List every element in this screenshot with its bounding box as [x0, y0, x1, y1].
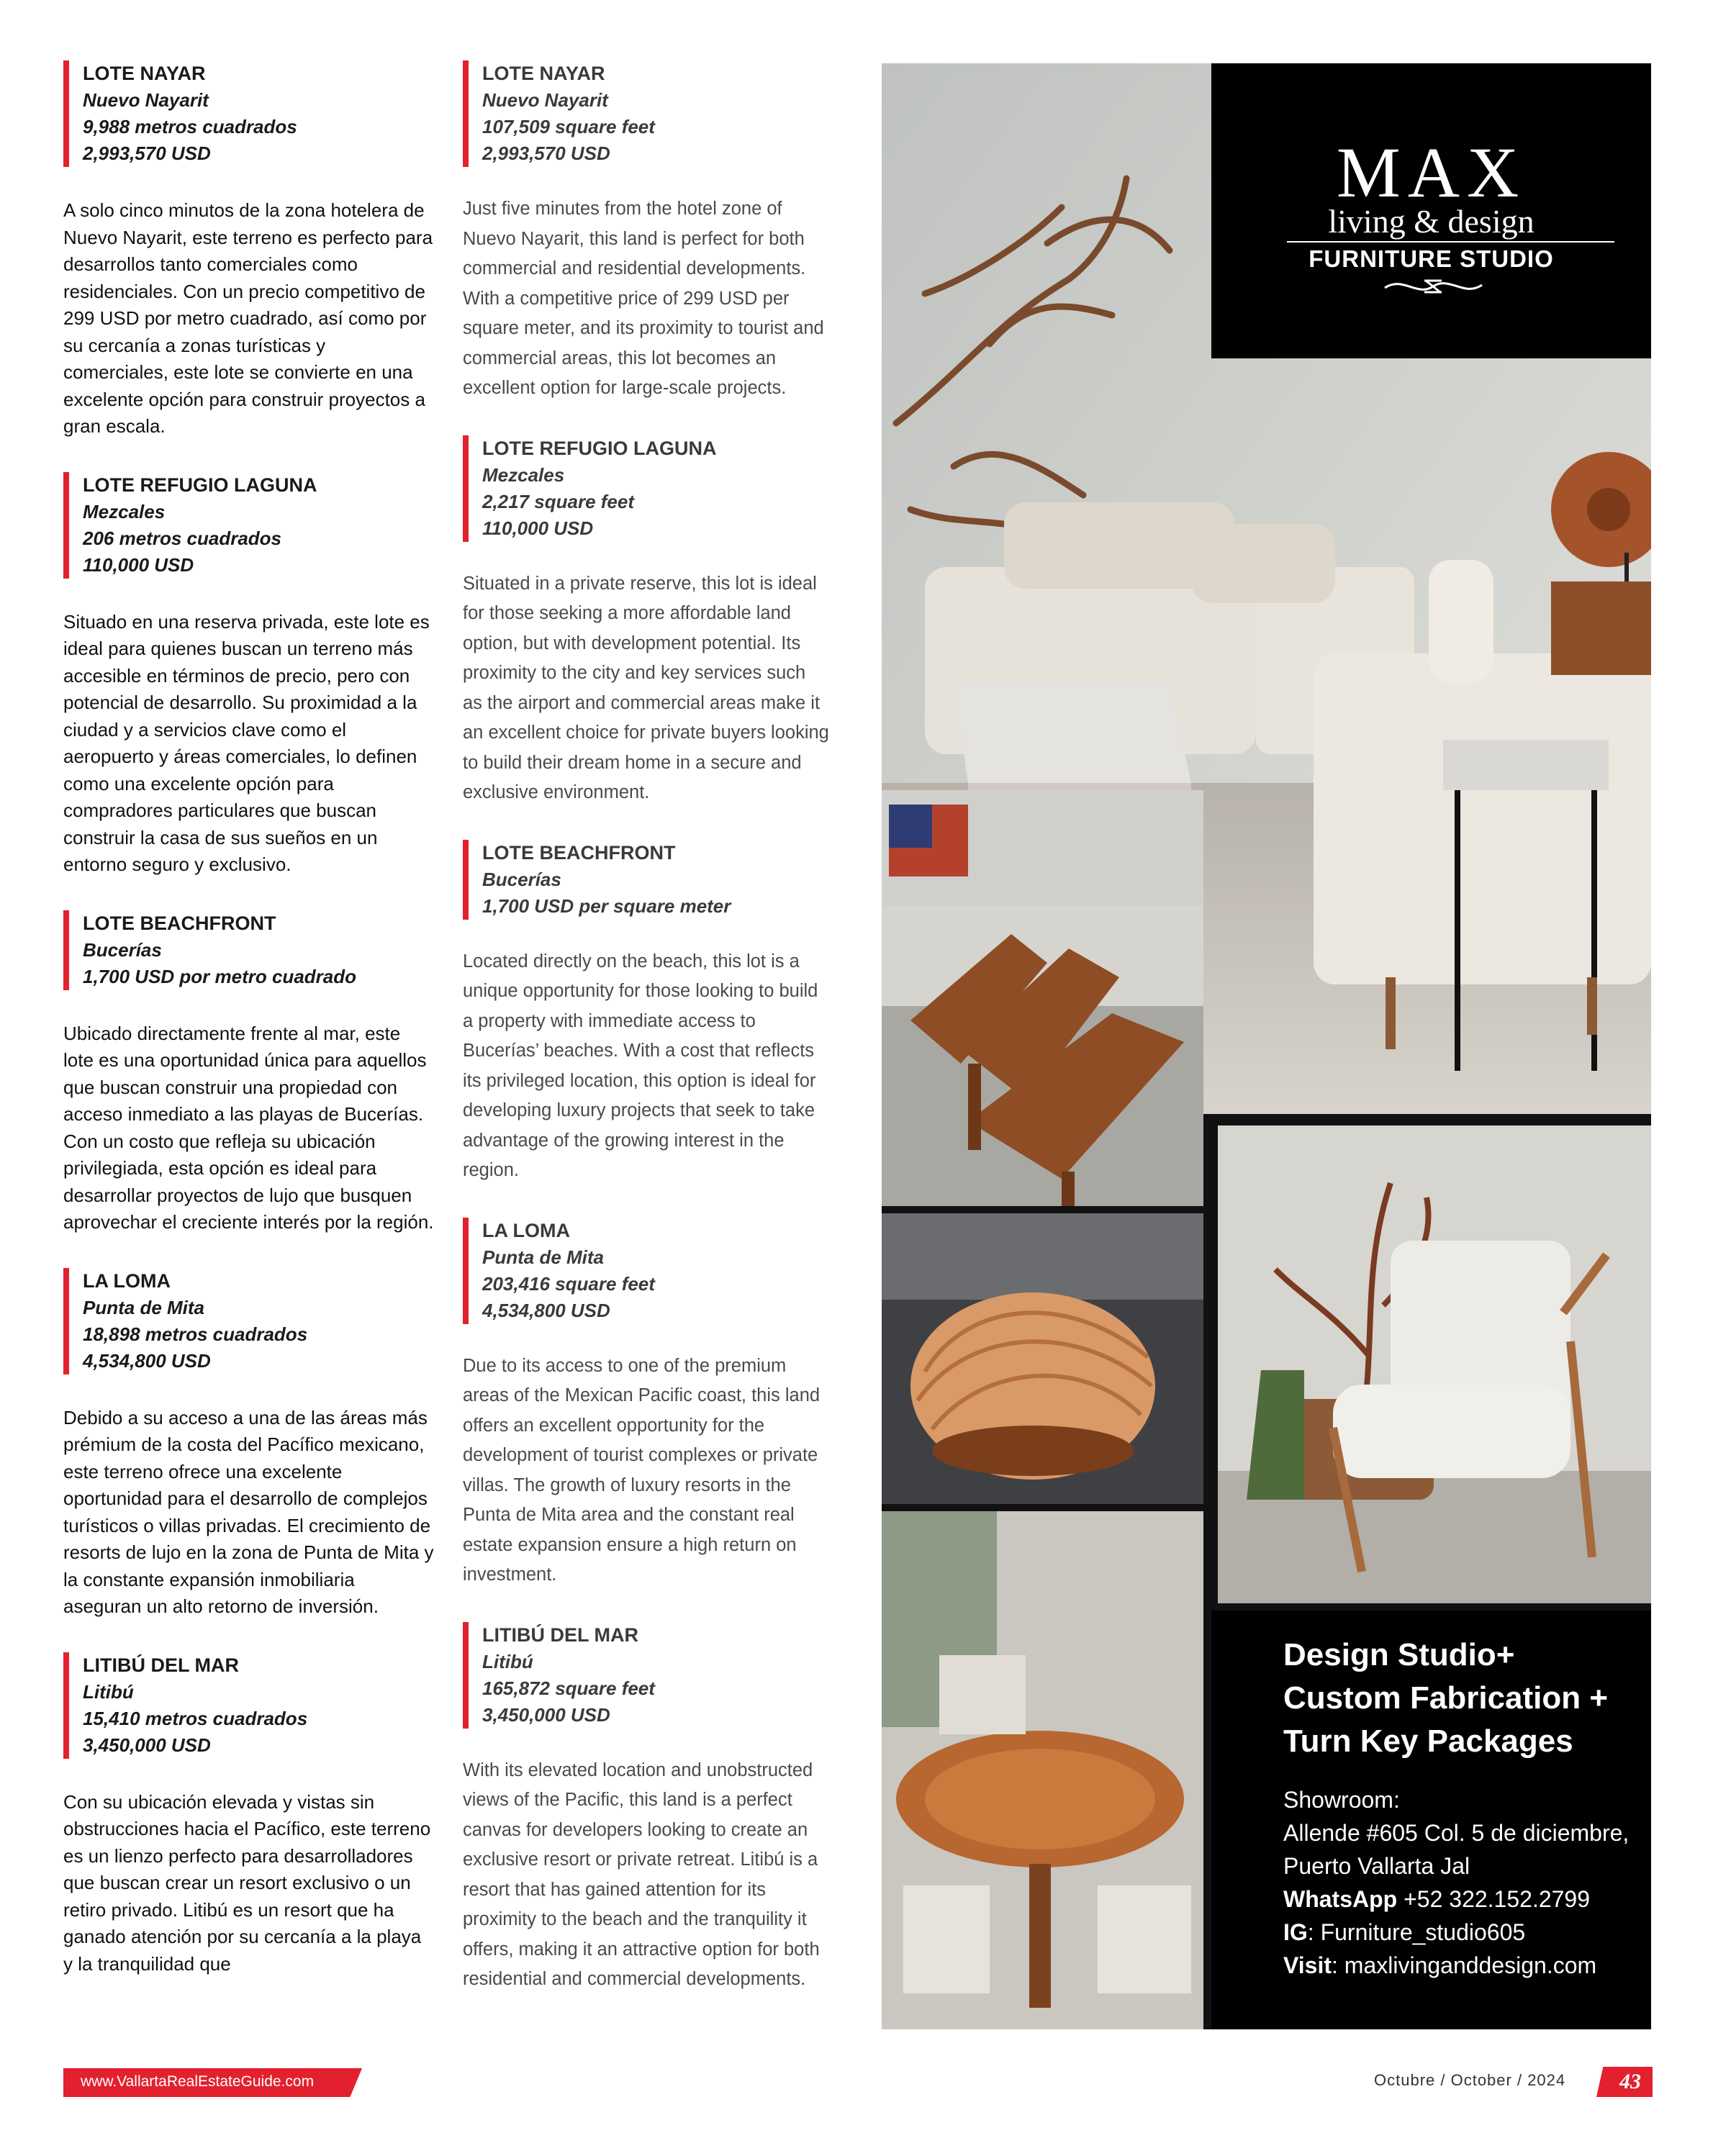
- lot-description: A solo cinco minutos de la zona hotelera de Nuevo Nayarit, este terreno es perfecto para desarrollos tanto comerciales como residenciales. Con un precio competitivo de 299 USD por metro cuadrado, así como por su cercanía a zonas turísticas y comerciales, este lote se convierte en una excelente opción para construir proyectos a gran escala.: [63, 199, 433, 437]
- address-line-2: Puerto Vallarta Jal: [1283, 1853, 1470, 1879]
- dining-table-photo: [882, 1511, 1203, 2029]
- ig-label: IG: [1283, 1919, 1308, 1945]
- whatsapp-number[interactable]: +52 322.152.2799: [1397, 1886, 1591, 1912]
- lot-description: Ubicado directamente frente al mar, este lote es una oportunidad única para aquellos que buscan construir una propiedad con acceso inmediato a las playas de Bucerías. Con un costo que refleja su ubicación privilegiada, esta opción es ideal para desarrollar proyectos de lujo que busquen aprovechar el creciente interés por la región.: [63, 1022, 434, 1233]
- contact-box: [1211, 1611, 1651, 2029]
- lot-name: LA LOMA: [482, 1219, 570, 1241]
- lot-name: LOTE BEACHFRONT: [83, 912, 276, 934]
- footer-url[interactable]: www.VallartaRealEstateGuide.com: [81, 2073, 315, 2090]
- lot-heading: [63, 910, 434, 990]
- lot-size: 1,700 USD por metro cuadrado: [83, 965, 356, 987]
- lounge-chairs-photo: [882, 790, 1203, 1206]
- showroom-label: Showroom:: [1283, 1787, 1400, 1813]
- lot-size: 18,898 metros cuadrados: [83, 1323, 308, 1345]
- address-line-1: Allende #605 Col. 5 de diciembre,: [1283, 1820, 1630, 1846]
- lot-location: Mezcales: [482, 463, 565, 486]
- lot-description: Situado en una reserva privada, este lote es ideal para quienes buscan un terreno más accesible en términos de precio, pero con potencial de desarrollo. Su proximidad a la ciudad y a servicios clave como el aeropuerto y áreas comerciales, lo definen como una excelente opción para compradores particulares que buscan construir la casa de sus sueños en un entorno seguro y exclusivo.: [63, 610, 430, 875]
- website-line: [1283, 1949, 1643, 1982]
- spanish-column: [63, 60, 434, 2009]
- page-number: 43: [1619, 2070, 1641, 2093]
- lot-description: Due to its access to one of the premium areas of the Mexican Pacific coast, this land offers an excellent opportunity for the development of tourist complexes or private villas. The growth of luxury resorts in the Punta de Mita area and the constant real estate expansion ensure a high return on investment.: [463, 1355, 821, 1585]
- lot-price: 4,534,800 USD: [83, 1349, 211, 1372]
- lot-location: Litibú: [482, 1650, 533, 1672]
- whatsapp-label: WhatsApp: [1283, 1886, 1398, 1912]
- lot-size: 203,416 square feet: [482, 1272, 655, 1295]
- website-link[interactable]: : maxlivinganddesign.com: [1332, 1952, 1597, 1978]
- lot-location: Mezcales: [83, 500, 166, 522]
- headline-line-3: Turn Key Packages: [1283, 1724, 1573, 1759]
- lot-price: 2,993,570 USD: [482, 142, 610, 164]
- lot-heading: [463, 1622, 830, 1729]
- logo-flourish-icon: [1381, 272, 1486, 301]
- english-column: [463, 60, 830, 2026]
- lot-size: 15,410 metros cuadrados: [83, 1707, 308, 1729]
- lot-size: 206 metros cuadrados: [83, 527, 282, 549]
- logo-divider: [1287, 241, 1614, 243]
- pendant-lamp-photo: [882, 1213, 1203, 1504]
- armchair-photo: [1218, 1125, 1651, 1603]
- lot-heading: [63, 1652, 434, 1759]
- lot-location: Bucerías: [482, 868, 561, 890]
- lot-size: 107,509 square feet: [482, 116, 655, 137]
- lot-description: Just five minutes from the hotel zone of Nuevo Nayarit, this land is perfect for both commercial and residential developments. With a competitive price of 299 USD per square meter, and its proximity to tourist and commercial areas, this lot becomes an excellent option for large-scale projects.: [463, 199, 824, 398]
- lot-heading: [463, 1218, 830, 1324]
- footer-date: Octubre / October / 2024: [1374, 2071, 1566, 2089]
- lot-size: 1,700 USD per square meter: [482, 894, 731, 917]
- ig-handle[interactable]: : Furniture_studio605: [1307, 1919, 1526, 1945]
- lot-price: 110,000 USD: [83, 553, 194, 576]
- logo-living-design: living & design: [1328, 203, 1535, 240]
- lot-heading: [463, 60, 830, 167]
- logo-box: [1211, 63, 1651, 358]
- lot-price: 2,993,570 USD: [83, 142, 211, 164]
- lot-location: Bucerías: [83, 938, 162, 961]
- lot-name: LOTE REFUGIO LAGUNA: [482, 437, 717, 459]
- lot-price: 3,450,000 USD: [83, 1734, 211, 1756]
- lot-size: 9,988 metros cuadrados: [83, 116, 297, 137]
- lot-location: Punta de Mita: [482, 1246, 605, 1268]
- lot-name: LOTE REFUGIO LAGUNA: [83, 474, 317, 496]
- lot-size: 2,217 square feet: [482, 490, 635, 512]
- lot-heading: [463, 840, 830, 920]
- lot-heading: [463, 435, 830, 542]
- whatsapp-line: [1283, 1883, 1643, 1916]
- lot-description: Debido a su acceso a una de las áreas más prémium de la costa del Pacífico mexicano, este terreno ofrece una excelente oportunidad para el desarrollo de complejos turísticos o villas privadas. El crecimiento de resorts de lujo en la zona de Punta de Mita y la constante expansión inmobiliaria aseguran un alto retorno de inversión.: [63, 1406, 434, 1617]
- headline-line-1: Design Studio+: [1283, 1637, 1515, 1672]
- lot-price: 110,000 USD: [482, 517, 594, 539]
- lot-location: Nuevo Nayarit: [83, 89, 209, 111]
- lot-name: LA LOMA: [83, 1269, 171, 1292]
- lot-location: Litibú: [83, 1680, 134, 1703]
- logo-max: MAX: [1336, 132, 1527, 212]
- lot-heading: [63, 60, 434, 167]
- lot-description: Con su ubicación elevada y vistas sin obstrucciones hacia el Pacífico, este terreno es un lienzo perfecto para desarrolladores que buscan crear un resort exclusivo o un retiro privado. Litibú es un resort que ha ganado atención por su cercanía a la playa y la tranquilidad que: [63, 1790, 431, 1975]
- lot-location: Punta de Mita: [83, 1296, 205, 1318]
- advertisement: [882, 63, 1651, 2029]
- lot-location: Nuevo Nayarit: [482, 89, 608, 111]
- lot-name: LOTE BEACHFRONT: [482, 841, 676, 864]
- headline-line-2: Custom Fabrication +: [1283, 1680, 1609, 1716]
- lot-name: LOTE NAYAR: [83, 63, 206, 84]
- lot-description: With its elevated location and unobstructed views of the Pacific, this land is a perfect canvas for developers looking to create an exclusive resort or private retreat. Litibú is a resort that has gained attention for its proximity to the beach and the tranquility it offers, making it an attractive option for both residential and commercial developments.: [463, 1759, 820, 1989]
- visit-label: Visit: [1283, 1952, 1332, 1978]
- lot-name: LOTE NAYAR: [482, 63, 605, 84]
- lot-description: Situated in a private reserve, this lot is ideal for those seeking a more affordable land option, but with development potential. Its proximity to the city and key services such as the airport and commercial areas make it an excellent choice for private buyers looking to build their dream home in a secure and exclusive environment.: [463, 573, 829, 802]
- lot-name: LITIBÚ DEL MAR: [83, 1654, 239, 1676]
- logo-furniture-studio: FURNITURE STUDIO: [1309, 245, 1554, 272]
- lot-heading: [63, 472, 434, 579]
- lot-name: LITIBÚ DEL MAR: [482, 1623, 638, 1646]
- instagram-line: [1283, 1916, 1643, 1949]
- lot-price: 4,534,800 USD: [482, 1299, 610, 1321]
- lot-size: 165,872 square feet: [482, 1677, 655, 1699]
- lot-description: Located directly on the beach, this lot is a unique opportunity for those looking to build a property with immediate access to Bucerías’ beaches. With a cost that reflects its privileged location, this option is ideal for developing luxury projects that seek to take advantage of the growing interest in the region.: [463, 951, 818, 1180]
- lot-heading: [63, 1268, 434, 1374]
- lot-price: 3,450,000 USD: [482, 1703, 610, 1726]
